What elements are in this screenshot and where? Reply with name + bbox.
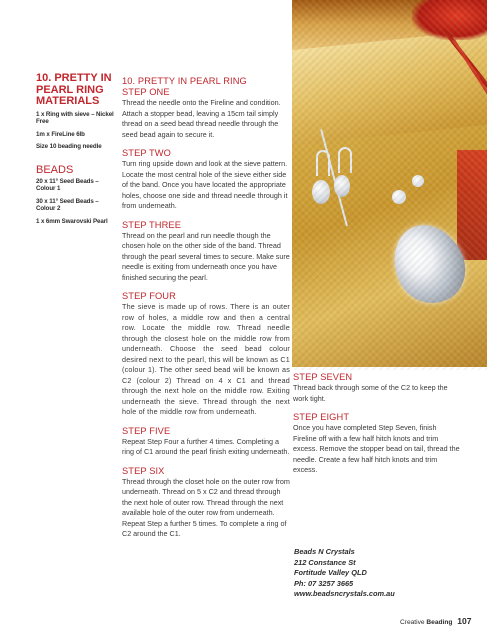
step-heading: STEP THREE — [122, 219, 182, 230]
bead-item: 1 x 6mm Swarovski Pearl — [36, 217, 108, 225]
step-body: Once you have completed Step Seven, finish Fireline off with a few half hitch knots and trim excess. Remove the stopper bead on tail, thread the needle. Create a few half hitch knots and trim excess. — [293, 423, 460, 474]
bead-item: 20 x 11° Seed Beads – Colour 1 — [36, 177, 99, 192]
pearl-bead-shape-2 — [412, 175, 424, 187]
material-item: 1 x Ring with sieve – Nickel Free — [36, 110, 114, 125]
step-heading: STEP ONE — [122, 87, 170, 97]
project-title: 10. PRETTY IN PEARL RING — [122, 76, 247, 86]
supplier-suburb: Fortitude Valley QLD — [294, 568, 367, 577]
supplier-name: Beads N Crystals — [294, 547, 355, 556]
step-heading: STEP EIGHT — [293, 412, 350, 422]
step-body: Thread the needle onto the Fireline and condition. Attach a stopper bead, leaving a 15cm tail simply thread on a seed bead thread needle through the seed bead again to secure it. — [122, 98, 281, 139]
step-heading: STEP FOUR — [122, 291, 176, 301]
step-body: Thread on the pearl and run needle though the chosen hole on the other side of the band. Thread through the pearl several times to secure. Make sure needle is exiting from underneath once you have finished securing the pearl. — [122, 230, 290, 282]
bead-item: 30 x 11° Seed Beads – Colour 2 — [36, 197, 99, 212]
earring-hook-shape-2 — [338, 147, 352, 173]
earring-hook-shape — [316, 150, 330, 176]
pearl-bead-shape — [392, 190, 406, 204]
materials-title: 10. PRETTY IN PEARL RING MATERIALS — [36, 72, 112, 107]
materials-sidebar — [36, 73, 116, 230]
material-item: 1m x FireLine 6lb — [36, 130, 85, 138]
magazine-name-bold: Beading — [426, 619, 453, 626]
step-body: The sieve is made up of rows. There is an outer row of holes, a middle row and then a central row. Locate the middle row. Thread needle through the closest hole on the middle row from underneath. Choose the seed bead colour desired next to the pearl, this will be known as C1 (colour 1). The other seed bead will be known as C2 (colour 2) Thread on 4 x C1 and thread through the next hole on the middle row. Exiting underneath the sieve. Thread through the next hole of the middle row from underneath. — [122, 302, 291, 416]
material-item: Size 10 beading needle — [36, 143, 102, 150]
supplier-contact — [294, 547, 454, 600]
step-body: Turn ring upside down and look at the sieve pattern. Locate the most central hole of the sieve either side of the band. Once you have located the appropriate holes, choose one side and thread needle through it from underneath. — [122, 159, 288, 210]
instructions-column-right — [293, 372, 461, 484]
step-body: Thread through the closet hole on the outer row from underneath. Thread on 5 x C2 and thread through the next hole of outer row. Thread through the next available hole of the outer row from underneath. Repeat Step a further 5 times. To complete a ring of C2 around the C1. — [122, 476, 290, 538]
red-ribbon-tail-shape — [457, 150, 487, 260]
supplier-street: 212 Constance St — [294, 557, 356, 567]
step-body: Repeat Step Four a further 4 times. Completing a ring of C1 around the pearl finish exiting underneath. — [122, 436, 290, 456]
supplier-website[interactable]: www.beadsncrystals.com.au — [294, 589, 395, 598]
page-footer — [400, 616, 471, 626]
jewellery-photo — [292, 0, 487, 367]
step-heading: STEP SEVEN — [293, 372, 353, 382]
page-number: 107 — [457, 616, 472, 626]
step-heading: STEP FIVE — [122, 425, 171, 436]
step-heading: STEP TWO — [122, 148, 172, 158]
crystal-earring-shape-2 — [334, 175, 350, 197]
beads-title: BEADS — [36, 163, 74, 176]
magazine-name-light: Creative — [400, 619, 425, 626]
supplier-phone: Ph: 07 3257 3665 — [294, 578, 354, 588]
instructions-column — [122, 76, 290, 548]
crystal-earring-shape — [312, 180, 330, 204]
step-heading: STEP SIX — [122, 465, 165, 476]
step-body: Thread back through some of the C2 to keep the work tight. — [293, 383, 448, 403]
